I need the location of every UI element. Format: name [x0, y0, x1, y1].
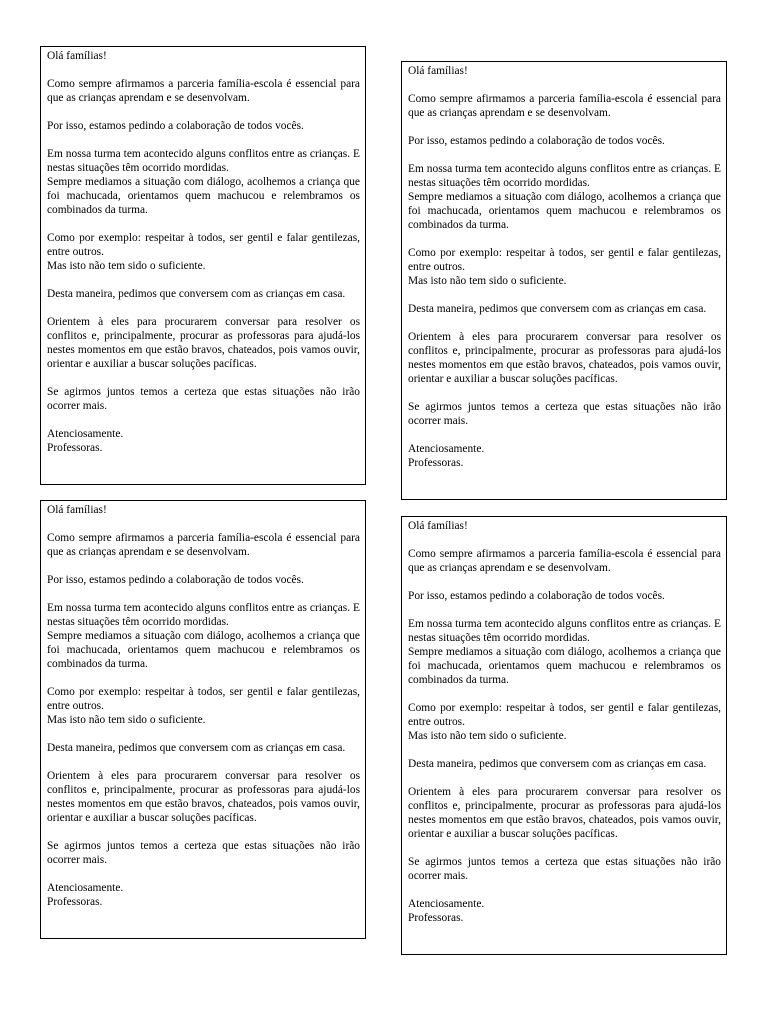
- note-paragraph-talk-at-home: Desta maneira, pedimos que conversem com as crianças em casa.: [408, 303, 707, 315]
- note-conflicts-line: Em nossa turma tem acontecido alguns conflitos entre as crianças. E nestas situações têm ocorrido mordidas.: [47, 148, 360, 174]
- note-paragraph-collaboration: Por isso, estamos pedindo a colaboração de todos vocês.: [47, 120, 304, 132]
- note-paragraph-collaboration: Por isso, estamos pedindo a colaboração de todos vocês.: [47, 574, 304, 586]
- note-card-bottom-right: [401, 516, 727, 955]
- note-paragraph-partnership: Como sempre afirmamos a parceria família-escola é essencial para que as crianças aprendam e se desenvolvam.: [47, 532, 360, 558]
- note-not-enough-line: Mas isto não tem sido o suficiente.: [47, 260, 206, 272]
- note-conflicts-line: Em nossa turma tem acontecido alguns conflitos entre as crianças. E nestas situações têm ocorrido mordidas.: [47, 602, 360, 628]
- note-signature: Professoras.: [47, 896, 103, 908]
- note-paragraph-guidance: Orientem à eles para procurarem conversar para resolver os conflitos e, principalmente, procurar as professoras para ajudá-los nestes momentos em que estão bravos, chateados, pois vamos ouvir, orientar e auxiliar a buscar soluções pacíficas.: [408, 331, 721, 385]
- note-not-enough-line: Mas isto não tem sido o suficiente.: [408, 730, 567, 742]
- note-not-enough-line: Mas isto não tem sido o suficiente.: [408, 275, 567, 287]
- note-paragraph-guidance: Orientem à eles para procurarem conversar para resolver os conflitos e, principalmente, procurar as professoras para ajudá-los nestes momentos em que estão bravos, chateados, pois vamos ouvir, orientar e auxiliar a buscar soluções pacíficas.: [408, 786, 721, 840]
- note-paragraph-talk-at-home: Desta maneira, pedimos que conversem com as crianças em casa.: [47, 288, 346, 300]
- note-not-enough-line: Mas isto não tem sido o suficiente.: [47, 714, 206, 726]
- note-paragraph-partnership: Como sempre afirmamos a parceria família-escola é essencial para que as crianças aprendam e se desenvolvam.: [408, 93, 721, 119]
- note-paragraph-together: Se agirmos juntos temos a certeza que estas situações não irão ocorrer mais.: [408, 856, 721, 882]
- note-paragraph-conflicts: [408, 162, 721, 232]
- note-paragraph-conflicts: [408, 617, 721, 687]
- note-paragraph-examples: [408, 246, 721, 288]
- note-card-top-left: [40, 46, 366, 485]
- note-conflicts-line: Em nossa turma tem acontecido alguns conflitos entre as crianças. E nestas situações têm ocorrido mordidas.: [408, 618, 721, 644]
- note-signoff: [47, 427, 360, 455]
- note-signoff: [408, 442, 721, 470]
- note-mediation-line: Sempre mediamos a situação com diálogo, acolhemos a criança que foi machucada, orientamos quem machucou e relembramos os combinados da turma.: [408, 191, 721, 231]
- note-examples-line: Como por exemplo: respeitar à todos, ser gentil e falar gentilezas, entre outros.: [408, 702, 721, 728]
- note-signoff: [47, 881, 360, 909]
- note-closing: Atenciosamente.: [47, 428, 124, 440]
- note-examples-line: Como por exemplo: respeitar à todos, ser gentil e falar gentilezas, entre outros.: [408, 247, 721, 273]
- note-mediation-line: Sempre mediamos a situação com diálogo, acolhemos a criança que foi machucada, orientamos quem machucou e relembramos os combinados da turma.: [47, 630, 360, 670]
- note-paragraph-examples: [47, 231, 360, 273]
- note-closing: Atenciosamente.: [47, 882, 124, 894]
- note-mediation-line: Sempre mediamos a situação com diálogo, acolhemos a criança que foi machucada, orientamos quem machucou e relembramos os combinados da turma.: [408, 646, 721, 686]
- note-signature: Professoras.: [47, 442, 103, 454]
- note-paragraph-guidance: Orientem à eles para procurarem conversar para resolver os conflitos e, principalmente, procurar as professoras para ajudá-los nestes momentos em que estão bravos, chateados, pois vamos ouvir, orientar e auxiliar a buscar soluções pacíficas.: [47, 316, 360, 370]
- note-paragraph-together: Se agirmos juntos temos a certeza que estas situações não irão ocorrer mais.: [408, 401, 721, 427]
- note-card-bottom-left: [40, 500, 366, 939]
- note-paragraph-conflicts: [47, 601, 360, 671]
- note-closing: Atenciosamente.: [408, 898, 485, 910]
- note-paragraph-partnership: Como sempre afirmamos a parceria família-escola é essencial para que as crianças aprendam e se desenvolvam.: [47, 78, 360, 104]
- note-paragraph-examples: [47, 685, 360, 727]
- note-paragraph-examples: [408, 701, 721, 743]
- note-signature: Professoras.: [408, 912, 464, 924]
- note-mediation-line: Sempre mediamos a situação com diálogo, acolhemos a criança que foi machucada, orientamos quem machucou e relembramos os combinados da turma.: [47, 176, 360, 216]
- note-card-top-right: [401, 61, 727, 500]
- note-greeting: Olá famílias!: [408, 520, 468, 532]
- note-examples-line: Como por exemplo: respeitar à todos, ser gentil e falar gentilezas, entre outros.: [47, 686, 360, 712]
- note-examples-line: Como por exemplo: respeitar à todos, ser gentil e falar gentilezas, entre outros.: [47, 232, 360, 258]
- note-paragraph-together: Se agirmos juntos temos a certeza que estas situações não irão ocorrer mais.: [47, 840, 360, 866]
- note-paragraph-talk-at-home: Desta maneira, pedimos que conversem com as crianças em casa.: [408, 758, 707, 770]
- note-paragraph-together: Se agirmos juntos temos a certeza que estas situações não irão ocorrer mais.: [47, 386, 360, 412]
- note-paragraph-collaboration: Por isso, estamos pedindo a colaboração de todos vocês.: [408, 590, 665, 602]
- note-signature: Professoras.: [408, 457, 464, 469]
- note-greeting: Olá famílias!: [47, 50, 107, 62]
- note-closing: Atenciosamente.: [408, 443, 485, 455]
- note-paragraph-collaboration: Por isso, estamos pedindo a colaboração de todos vocês.: [408, 135, 665, 147]
- note-greeting: Olá famílias!: [408, 65, 468, 77]
- note-greeting: Olá famílias!: [47, 504, 107, 516]
- note-paragraph-guidance: Orientem à eles para procurarem conversar para resolver os conflitos e, principalmente, procurar as professoras para ajudá-los nestes momentos em que estão bravos, chateados, pois vamos ouvir, orientar e auxiliar a buscar soluções pacíficas.: [47, 770, 360, 824]
- note-paragraph-conflicts: [47, 147, 360, 217]
- note-paragraph-partnership: Como sempre afirmamos a parceria família-escola é essencial para que as crianças aprendam e se desenvolvam.: [408, 548, 721, 574]
- note-paragraph-talk-at-home: Desta maneira, pedimos que conversem com as crianças em casa.: [47, 742, 346, 754]
- note-conflicts-line: Em nossa turma tem acontecido alguns conflitos entre as crianças. E nestas situações têm ocorrido mordidas.: [408, 163, 721, 189]
- note-signoff: [408, 897, 721, 925]
